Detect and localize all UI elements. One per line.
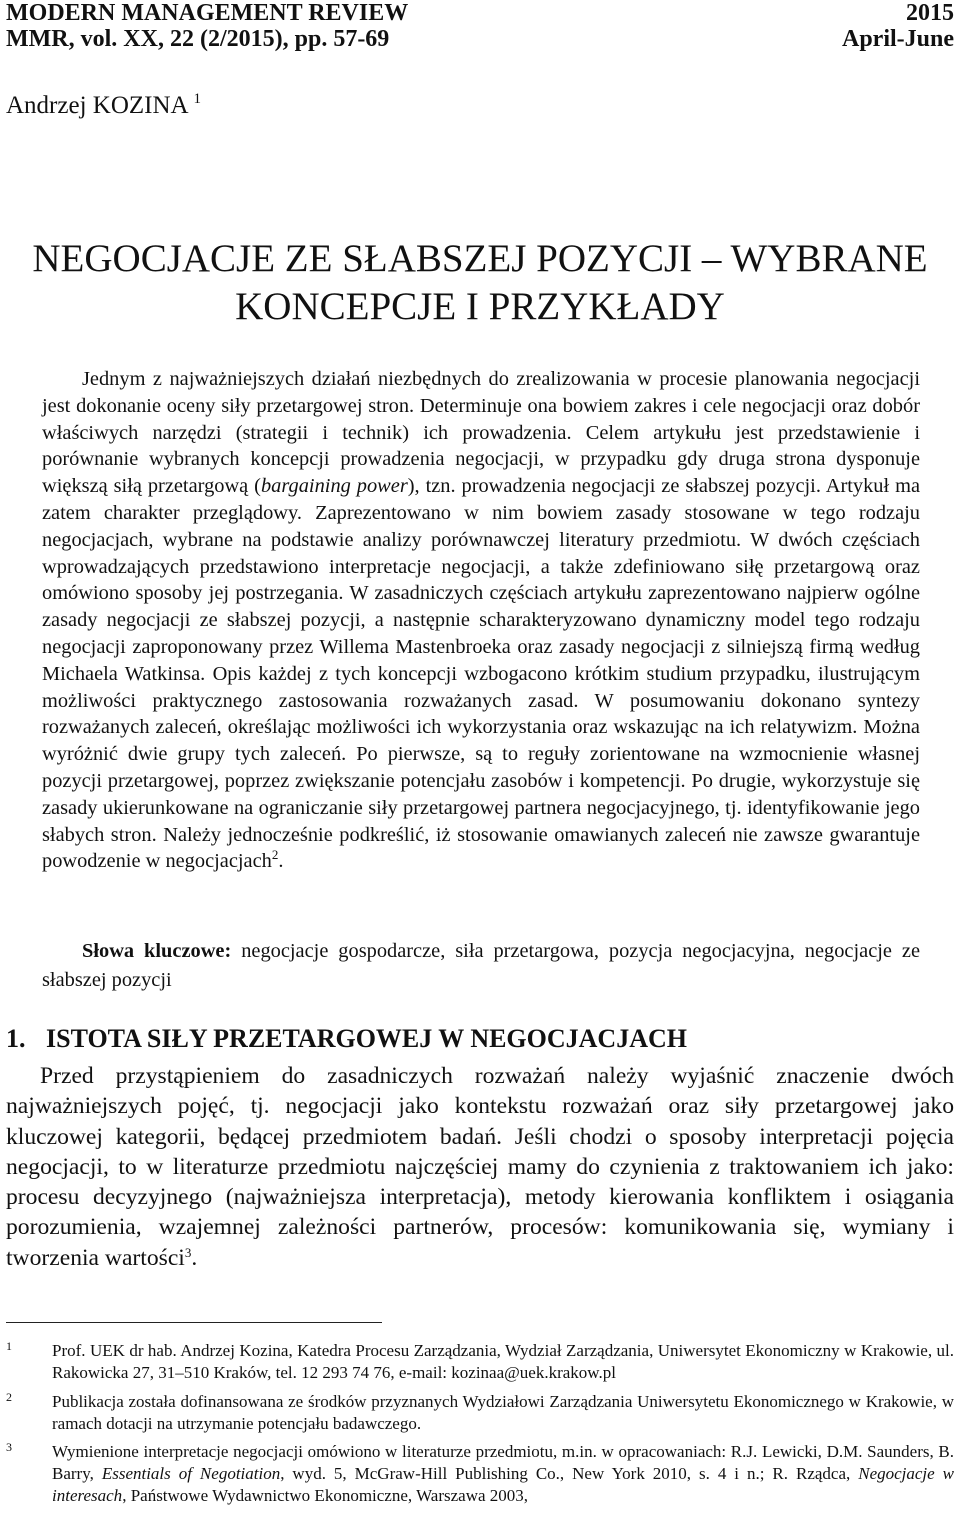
footnote-text: , Państwowe Wydawnictwo Ekonomiczne, Warszawa 2003, xyxy=(122,1486,529,1505)
journal-period: April-June xyxy=(841,26,954,52)
footnote-text: Publikacja została dofinansowana ze środków przyznanych Wydziałowi Zarządzania Uniwersytetu Ekonomicznego w Krakowie, w ramach dotacji na utrzymanie potencjału badawczego. xyxy=(52,1392,954,1433)
article-title xyxy=(0,235,960,331)
footnote: 1 Prof. UEK dr hab. Andrzej Kozina, Katedra Procesu Zarządzania, Wydział Zarządzania, Uniwersytet Ekonomiczny w Krakowie, ul. Rakowicka 27, 31–510 Kraków, tel. 12 293 74 76, e-mail: kozinaa@uek.krakow.pl xyxy=(6,1339,954,1382)
section-heading xyxy=(6,1023,687,1055)
abstract-footnote-mark: 2 xyxy=(271,847,279,863)
abstract-end: . xyxy=(278,850,284,873)
footnote-separator xyxy=(6,1322,382,1323)
abstract-emphasis: bargaining power xyxy=(260,475,408,498)
keywords xyxy=(42,937,920,995)
citation-header xyxy=(6,26,954,52)
title-line-1: NEGOCJACJE ZE SŁABSZEJ POZYCJI – WYBRANE xyxy=(32,237,928,280)
footnote-book-title: Negocjacje w interesach xyxy=(52,1464,955,1505)
author-line xyxy=(6,91,201,121)
abstract-text: Jednym z najważniejszych działań niezbędnych do zrealizowania w procesie planowania negocjacji jest dokonanie oceny siły przetargowej stron. Determinuje ona bowiem zakres i cele negocjacji oraz dobór właściwych narzędzi (strategii i technik) ich prowadzenia. Celem artykułu jest przedstawienie i porównanie wybranych koncepcji prowadzenia negocjacji, w przypadku gdy druga strona dysponuje większą siłą przetargową ( xyxy=(42,368,920,498)
title-line-2: KONCEPCJE I PRZYKŁADY xyxy=(235,285,725,328)
footnote: 2 Publikacja została dofinansowana ze środków przyznanych Wydziałowi Zarządzania Uniwersytetu Ekonomicznego w Krakowie, w ramach dotacji na utrzymanie potencjału badawczego. xyxy=(6,1390,954,1433)
journal-name: MODERN MANAGEMENT REVIEW xyxy=(6,0,409,26)
section-number: 1. xyxy=(6,1024,26,1053)
footnote: 3 Wymienione interpretacje negocjacji omówiono w literaturze przedmiotu, m.in. w opracowaniach: R.J. Lewicki, D.M. Saunders, B. Barry, Essentials of Negotiation, wyd. 5, McGraw-Hill Publishing Co., New York 2010, s. 4 i n.; R. Rządca, Negocjacje w interesach, Państwowe Wydawnictwo Ekonomiczne, Warszawa 2003, xyxy=(6,1440,955,1505)
author-footnote-mark: 1 xyxy=(193,91,201,107)
keywords-label: Słowa kluczowe: xyxy=(82,940,232,962)
body-end: . xyxy=(191,1244,198,1271)
author-name: Andrzej KOZINA xyxy=(6,92,188,119)
keywords-text: negocjacje gospodarcze, siła przetargowa, pozycja negocjacyjna, negocjacje ze słabszej pozycji xyxy=(42,940,920,991)
abstract xyxy=(42,366,920,875)
abstract-text-2: ), tzn. prowadzenia negocjacji ze słabszej pozycji. Artykuł ma zatem charakter przeglądowy. Zaprezentowano w nim bowiem zasady stosowane w tego rodzaju negocjacjach, wybrane na podstawie analizy porównawczej literatury przedmiotu. W dwóch częściach wprowadzających przedstawiono interpretacje negocjacji, a także zdefiniowano siłę przetargową oraz omówiono sposoby jej postrzegania. W zasadniczych częściach artykułu zaprezentowano najpierw ogólne zasady negocjacji ze słabszej pozycji, a następnie scharakteryzowano dynamiczny model tego rodzaju negocjacji zaproponowany przez Willema Mastenbroeka oraz zasady negocjacji z silniejszą firmą według Michaela Watkinsa. Opis każdej z tych koncepcji wzbogacono krótkim studium przypadku, ilustrującym możliwości praktycznego zastosowania rozważanych zasad. W posumowaniu dokonano syntezy rozważanych zaleceń, określając możliwości ich wykorzystania oraz wskazując na ich relatywizm. Można wyróżnić dwie grupy tych zaleceń. Po pierwsze, są to reguły zorientowane na wzmocnienie własnej pozycji przetargowej, poprzez zwiększanie potencjału zasobów i kompetencji. Po drugie, wykorzystuje się zasady ukierunkowane na ograniczanie siły przetargowej partnera negocjacyjnego, tj. identyfikowanie jego słabych stron. Należy jednocześnie podkreślić, iż stosowanie omawianych zaleceń nie zawsze gwarantuje powodzenie w negocjacjach xyxy=(42,475,920,873)
footnote-text: , wyd. 5, McGraw-Hill Publishing Co., New York 2010, s. 4 i n.; R. Rządca, xyxy=(280,1464,859,1483)
body-footnote-mark: 3 xyxy=(184,1244,192,1260)
body-paragraph xyxy=(6,1061,954,1273)
footnote-text: Prof. UEK dr hab. Andrzej Kozina, Katedra Procesu Zarządzania, Wydział Zarządzania, Uniwersytet Ekonomiczny w Krakowie, ul. Rakowicka 27, 31–510 Kraków, tel. 12 293 74 76, e-mail: kozinaa@uek.krakow.pl xyxy=(52,1341,954,1382)
footnote-text: Wymienione interpretacje negocjacji omówiono w literaturze przedmiotu, m.in. w opracowaniach: R.J. Lewicki, D.M. Saunders, B. Barry, xyxy=(52,1442,954,1483)
journal-citation: MMR, vol. XX, 22 (2/2015), pp. 57-69 xyxy=(6,26,390,52)
journal-year: 2015 xyxy=(906,0,954,26)
body-text: Przed przystąpieniem do zasadniczych rozważań należy wyjaśnić znaczenie dwóch najważniejszych pojęć, tj. negocjacji jako kontekstu rozważań oraz siły przetargowej jako kluczowej kategorii, będącej przedmiotem badań. Jeśli chodzi o sposoby interpretacji pojęcia negocjacji, to w literaturze przedmiotu najczęściej mamy do czynienia z traktowaniem ich jako: procesu decyzyjnego (najważniejsza interpretacja), metody kierowania konfliktem i osiągania porozumienia, wzajemnej zależności partnerów, procesów: komunikowania się, wymiany i tworzenia wartości xyxy=(6,1063,954,1271)
footnote-book-title: Essentials of Negotiation xyxy=(101,1464,281,1483)
journal-header xyxy=(6,0,954,26)
section-title: ISTOTA SIŁY PRZETARGOWEJ W NEGOCJACJACH xyxy=(46,1024,687,1053)
